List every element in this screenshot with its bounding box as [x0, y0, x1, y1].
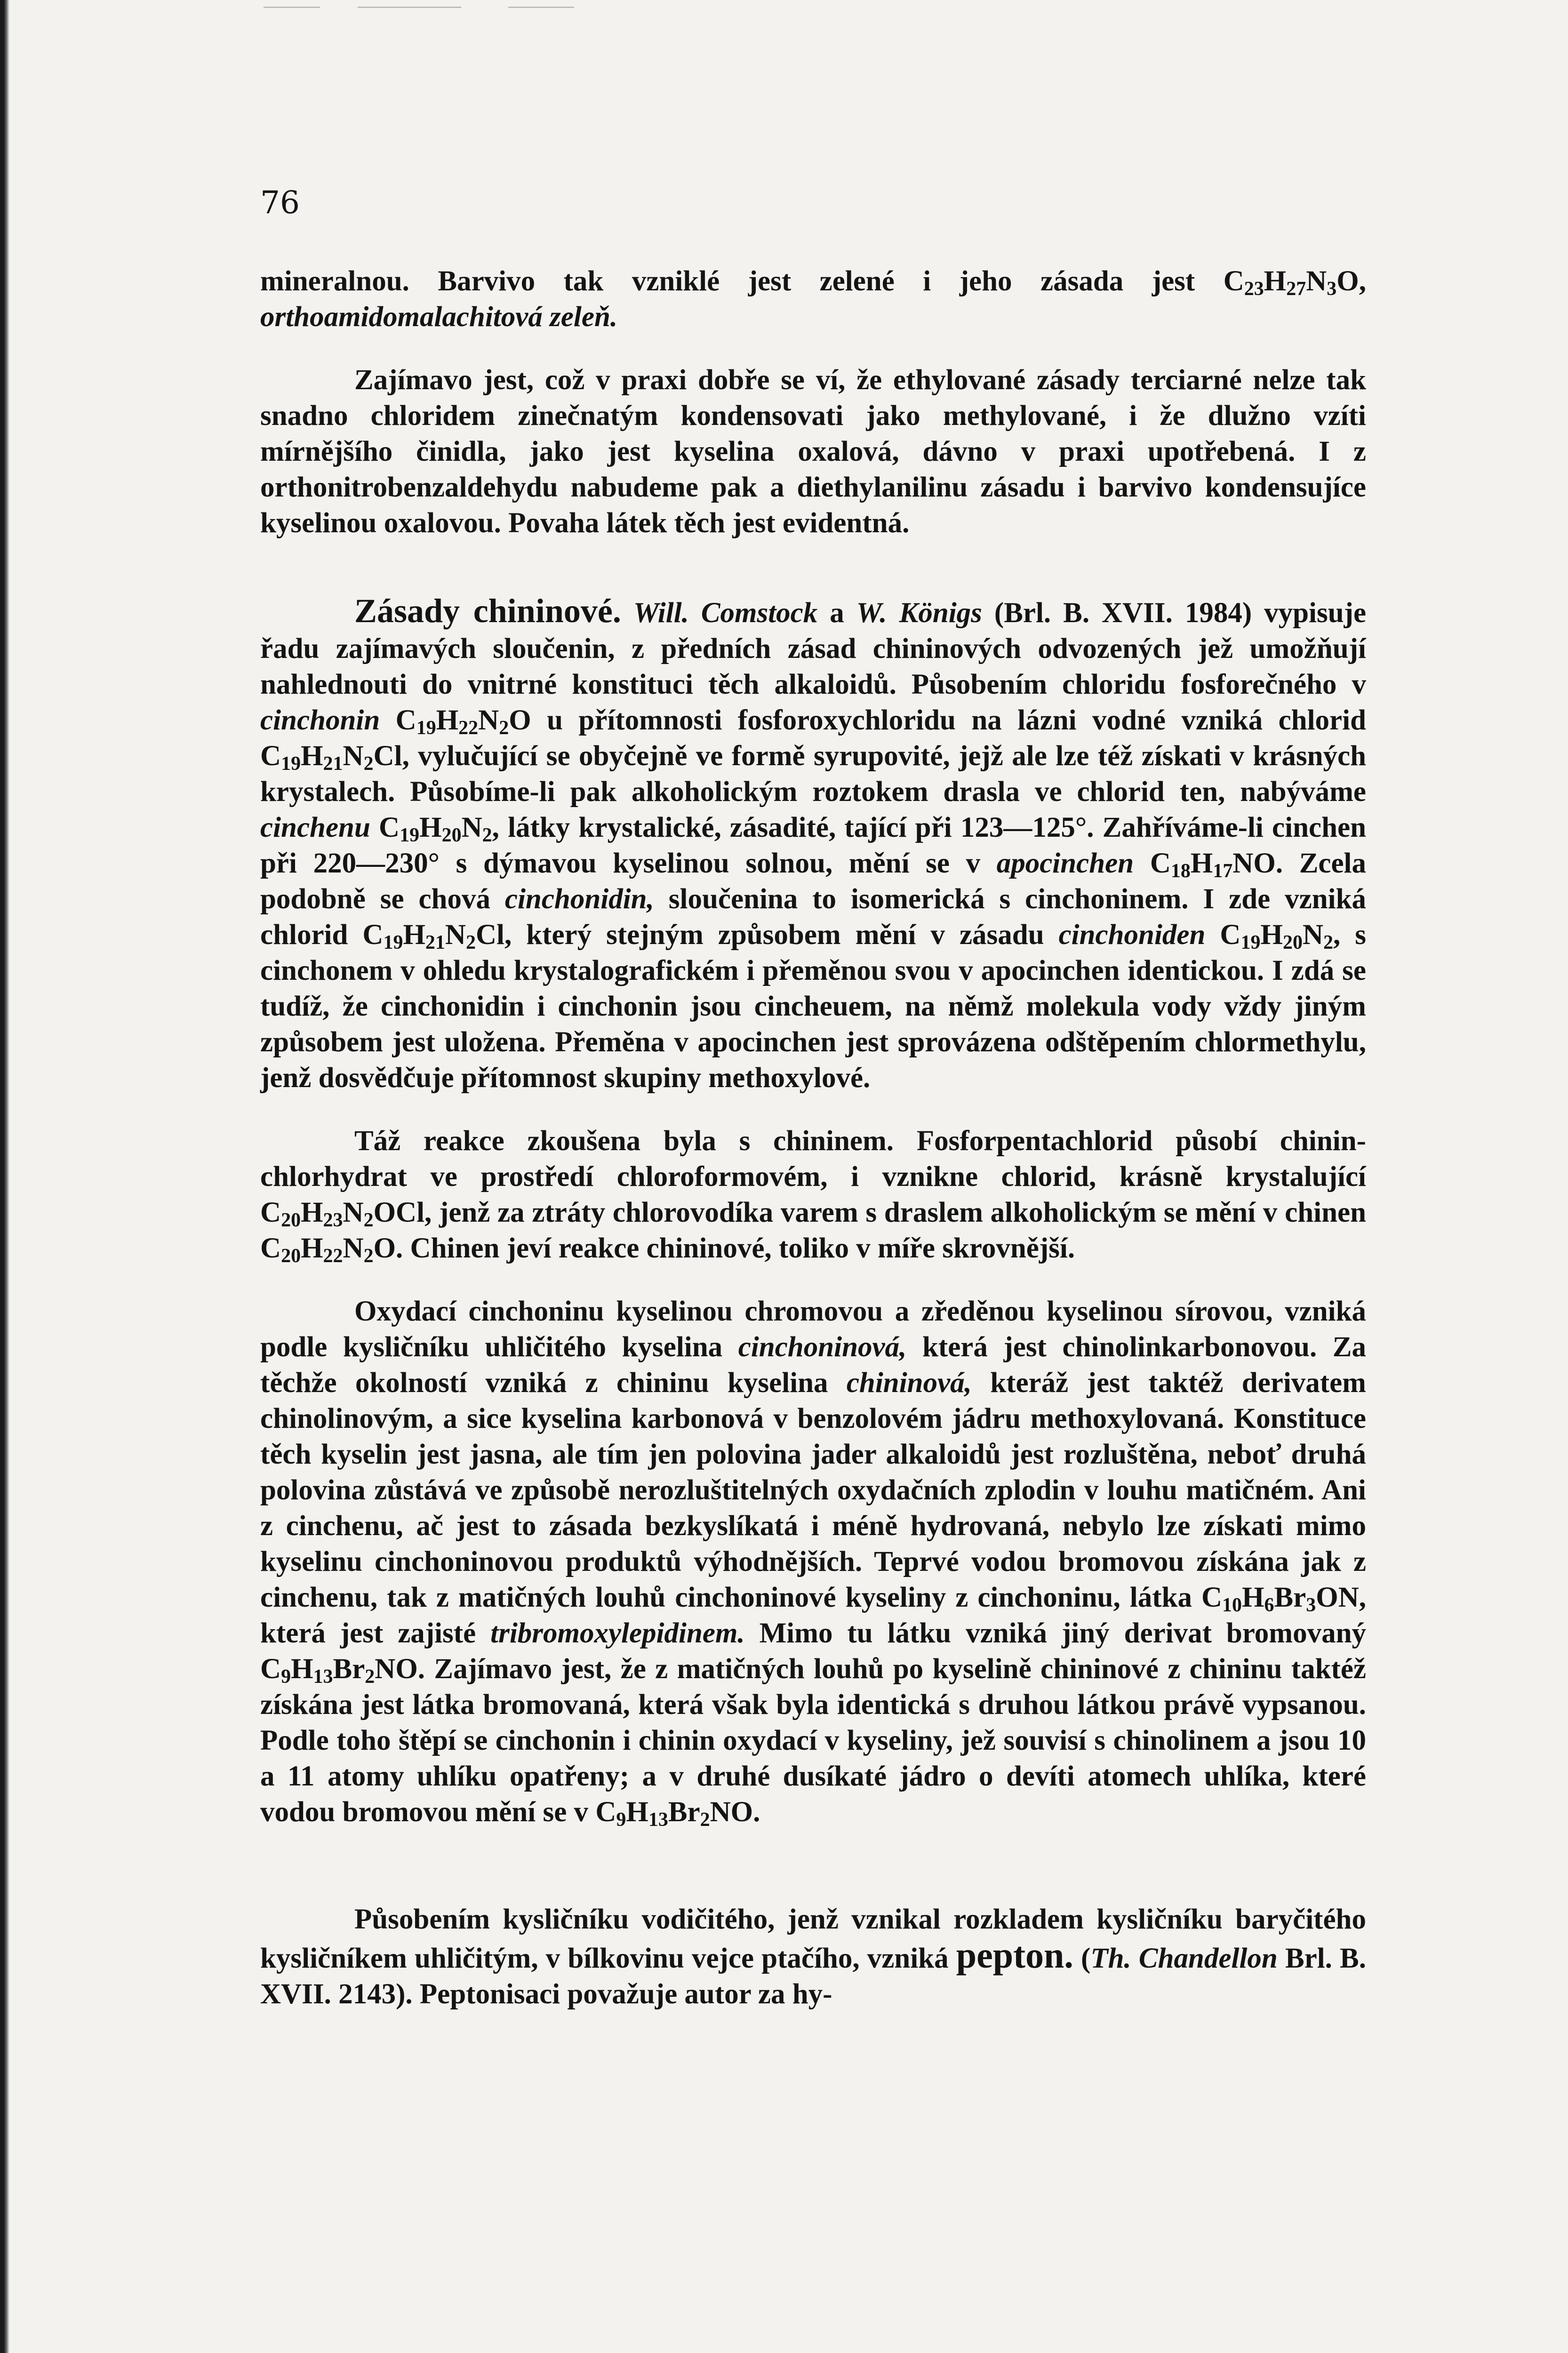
- page-body: [260, 264, 1366, 2012]
- pepton-term: pepton.: [956, 1935, 1073, 1976]
- paragraph-4: Táž reakce zkoušena byla s chininem. Fosforpentachlorid působí chinin-chlorhydrat ve prostředí chloroformovém, i vznikne chlorid, krásně krystalující $C_{20}H_{23}N_2OCl$, jenž za ztráty chlorovodíka varem s draslem alkoholickým se mění v chinen $C_{20}H_{22}N_2O$. Chinen jeví reakce chininové, toliko v míře skrovnější.: [260, 1125, 1366, 1267]
- italic-term: orthoamidomalachitová zeleň.: [260, 301, 618, 333]
- scan-edge-shadow: [0, 0, 9, 2353]
- paragraph-3: Zásady chininové. Will. Comstock a W. Königs (Brl. B. XVII. 1984) vypisuje řadu zajímavých sloučenin, z předních zásad chininových odvozených jež umožňují nahlednouti do vnitrné konstituci těch alkaloidů. Působením chloridu fosforečného v cinchonin $C_{19}H_{22}N_2O$ u přítomnosti fosforoxychloridu na lázni vodné vzniká chlorid $C_{19}H_{21}N_2Cl$, vylučující se obyčejně ve formě syrupovité, jejž ale lze též získati v krásných krystalech. Působíme-li pak alkoholickým roztokem drasla ve chlorid ten, nabýváme cinchenu $C_{19}H_{20}N_2$, látky krystalické, zásadité, tající při 123—125°. Zahříváme-li cinchen při 220—230° s dýmavou kyselinou solnou, mění se v apocinchen $C_{18}H_{17}NO$. Zcela podobně se chová cinchonidin, sloučenina to isomerická s cinchoninem. I zde vzniká chlorid $C_{19}H_{21}N_2Cl$, který stejným způsobem mění v zásadu cinchoniden $C_{19}H_{20}N_2$, s cinchonem v ohledu krystalografickém i přeměnou svou v apocinchen identickou. I zdá se tudíž, že cinchonidin i cinchonin jsou cincheuem, na němž molekula vody vždy jiným způsobem jest uložena. Přeměna v apocinchen jest sprovázena odštěpením chlormethylu, jenž dosvědčuje přítomnost skupiny methoxylové.: [260, 592, 1367, 1094]
- scan-top-marks: [0, 0, 1568, 19]
- paragraph-5: Oxydací cinchoninu kyselinou chromovou a zředěnou kyselinou sírovou, vzniká podle kysličníku uhličitého kyselina cinchoninová, která jest chinolinkarbonovou. Za těchže okolností vzniká z chininu kyselina chininová, kteráž jest taktéž derivatem chinolinovým, a sice kyselina karbonová v benzolovém jádru methoxylovaná. Konstituce těch kyselin jest jasna, ale tím jen polovina jader alkaloidů jest rozluštěna, neboť druhá polovina zůstává ve způsobě nerozluštitelných oxydačních zplodin v louhu matičném. Ani z cinchenu, ač jest to zásada bezkyslíkatá i méně hydrovaná, nebylo lze získati mimo kyselinu cinchoninovou produktů výhodnějších. Teprvé vodou bromovou získána jak z cinchenu, tak z matičných louhů cinchoninové kyseliny z cinchoninu, látka $C_{10}H_6Br_3ON$, která jest zajisté tribromoxylepidinem. Mimo tu látku vzniká jiný derivat bromovaný $C_9H_{13}Br_2NO$. Zajímavo jest, že z matičných louhů po kyselině chininové z chininu taktéž získána jest látka bromovaná, která však byla identická s druhou látkou právě vypsanou. Podle toho štěpí se cinchonin i chinin oxydací v kyseliny, jež souvisí s chinolinem a jsou 10 a 11 atomy uhlíku opatřeny; a v druhé dusíkaté jádro o devíti atomech uhlíka, které vodou bromovou mění se v $C_9H_{13}Br_2NO$.: [260, 1296, 1367, 1831]
- page-number: 76: [260, 184, 300, 221]
- section-heading: Zásady chininové.: [354, 592, 621, 630]
- paragraph-1: mineralnou. Barvivo tak vzniklé jest zelené i jeho zásada jest $C_{23}H_{27}N_3O$, orthoamidomalachitová zeleň.: [260, 265, 1366, 333]
- paragraph-6: Působením kysličníku vodičitého, jenž vznikal rozkladem kysličníku baryčitého kysličníkem uhličitým, v bílkovinu vejce ptačího, vzniká pepton. (Th. Chandellon Brl. B. XVII. 2143). Peptonisaci považuje autor za hy-: [260, 1904, 1366, 2010]
- paragraph-2: Zajímavo jest, což v praxi dobře se ví, že ethylované zásady terciarné nelze tak snadno chloridem zinečnatým kondensovati jako methylované, i že dlužno vzíti mírnějšího činidla, jako jest kyselina oxalová, dávno v praxi upotřebená. I z orthonitrobenzaldehydu nabudeme pak a diethylanilinu zásadu i barvivo kondensujíce kyselinou oxalovou. Povaha látek těch jest evidentná.: [260, 364, 1366, 539]
